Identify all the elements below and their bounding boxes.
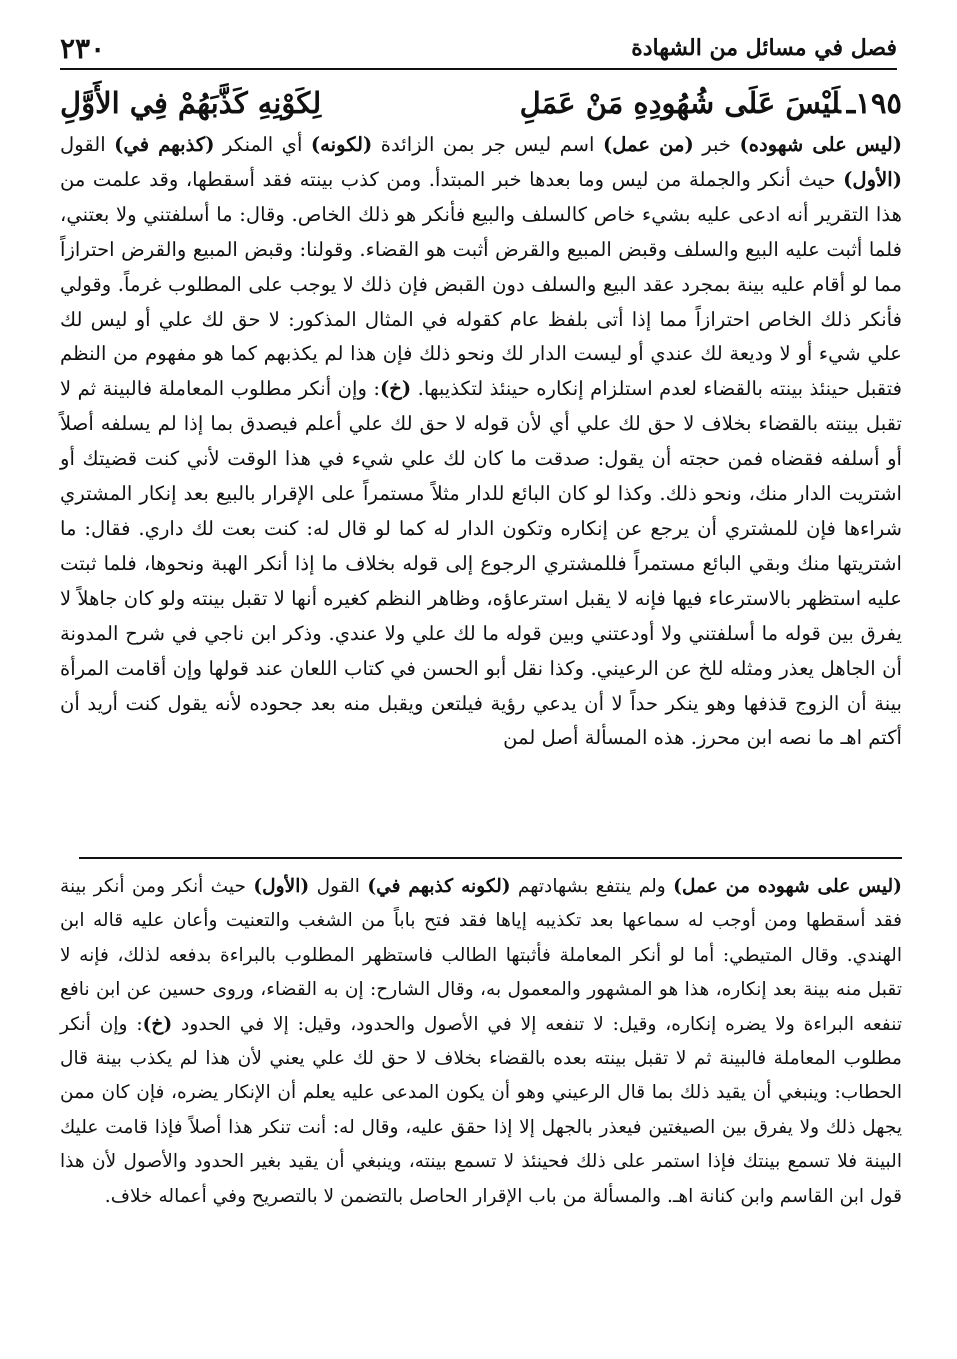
commentary-text: : وإن أنكر مطلوب المعاملة فالبينة ثم لا تقبل بينته بالقضاء بخلاف لا حق لك علي أي لأن قوله لا حق لك علي أعلم فيصدق بما إذا لم يسلفه أصلاً أو أسلفه فقضاه فمن حجته أن يقول: صدقت ما كان لك علي شيء في هذا الوقت لأني كنت قضيتك أو اشتريت الدار منك، ونحو ذلك. وكذا لو كان البائع للدار مثلاً مستمراً على الإقرار بالبيع بعد إنكار المشتري شراءها فإن للمشتري أن يرجع عن إنكاره وتكون الدار له كما لو قال له: كنت بعت لك داري. فقال: ما اشتريتها منك وبقي البائع مستمراً فللمشتري الرجوع إلى قوله بخلاف ما إذا أنكر الهبة ونحوها، فلما ثبتت عليه استظهر بالاسترعاء فيها فإنه لا يقبل استرعاؤه، وظاهر النظم كغيره أنها لا تقبل بينته ولو كان جاهلاً لا يفرق بين قوله ما أسلفتني ولا أودعتني وبين قوله ما لك علي ولا عندي. وذكر ابن ناجي في شرح المدونة أن الجاهل يعذر ومثله للخ عن الرعيني. وكذا نقل أبو الحسن في كتاب اللعان عند قولها وإن أقامت المرأة بينة أن الزوج قذفها وهو ينكر حداً لا أن يدعي رؤية فيلتعن ويقبل منه بعد جحوده لأنه يقول كنت أريد أن أكتم اهـ ما نصه ابن محرز. هذه المسألة أصل لمن	[60, 377, 902, 750]
commentary-text: أي المنكر	[214, 133, 311, 156]
lemma: (من عمل)	[602, 133, 694, 156]
commentary-text: القول	[60, 133, 115, 156]
footnote-divider	[79, 857, 902, 859]
verse-second-half: لِكَوْنِهِ كَذَّبَهُمْ فِي الأَوَّلِ	[60, 86, 322, 120]
verse-number: ١٩٥ـ	[846, 86, 902, 120]
commentary-text: خبر	[693, 133, 740, 156]
footnote-text: حيث أنكر ومن أنكر بينة فقد أسقطها ومن أوجب له سماعها بعد تكذيبه إياها فقد فتح باباً من الشغب والتعنيت وأعان عليه قاله ابن الهندي. وقال المتيطي: أما لو أنكر المعاملة فأثبتها الطالب فاستظهر المطلوب بالبراءة بدفعه لذلك، فإنه لا تقبل منه بينة بعد إنكاره، هذا هو المشهور والمعمول به، وقال الشارح: إن به القضاء، وروى حسين عن ابن نافع تنفعه البراءة ولا يضره إنكاره، وقيل: لا تنفعه إلا في الأصول والحدود، وقيل: إلا في الحدود	[60, 876, 902, 1035]
running-head: فصل في مسائل من الشهادة	[631, 35, 897, 61]
footnote-text: : وإن أنكر مطلوب المعاملة فالبينة ثم لا تقبل بينته بعده بالقضاء بخلاف لا حق لك علي يعني لأن هذا لم يكذب بينة قال الحطاب: وينبغي أن يقيد ذلك بما قال الرعيني وهو أن يكون المدعى عليه يعلم أن الإنكار يضره، فإن كان ممن يجهل ذلك ولا يفرق بين الصيغتين فيعذر بالجهل إلا إذا حقق عليه، وقال له: أنت تنكر هذا أصلاً فإذا قامت عليك البينة فلا تسمع بينتك فإذا استمر على ذلك فحينئذ لا تسمع بينته، وينبغي أن يقيد بغير الحدود والأصول لأن هذا قول ابن القاسم وابن كنانة اهـ. والمسألة من باب الإقرار الحاصل بالتضمن لا بالتصريح وفي أعماله خلاف.	[60, 1013, 902, 1207]
footnote-text: ولم ينتفع بشهادتهم	[510, 876, 674, 897]
lemma: (ليس على شهوده)	[739, 133, 903, 156]
footnote-text: القول	[309, 876, 368, 897]
lemma: (ليس على شهوده من عمل)	[673, 876, 902, 897]
commentary-body	[60, 128, 902, 756]
lemma: (كذبهم في)	[114, 133, 215, 156]
footnote-paragraph	[60, 870, 902, 1214]
lemma: (الأول)	[253, 876, 310, 897]
verse-first-half-text: لَيْسَ عَلَى شُهُودِهِ مَنْ عَمَلِ	[519, 86, 841, 120]
page-number: ٢٣٠	[60, 31, 106, 65]
lemma: (الأول)	[843, 167, 902, 191]
source-marker: (خ)	[142, 1013, 173, 1035]
verse-line	[60, 86, 902, 120]
source-marker: (خ)	[379, 377, 412, 401]
lemma: (لكونه كذبهم في)	[367, 876, 511, 897]
lemma: (لكونه)	[310, 133, 373, 156]
commentary-text: اسم ليس جر بمن الزائدة	[372, 133, 603, 156]
page-header	[60, 28, 897, 70]
commentary-text: حيث أنكر والجملة من ليس وما بعدها خبر المبتدأ. ومن كذب بينته فقد أسقطها، وقد علمت من هذا التقرير أنه ادعى عليه بشيء خاص كالسلف والبيع فأنكر هو ذلك الخاص. وقال: ما أسلفتني ولا بعتني، فلما أثبت عليه البيع والسلف وقبض المبيع والقرض أثبت هو القضاء. وقولنا: وقبض المبيع والقرض احترازاً مما لو أقام عليه بينة بمجرد عقد البيع والسلف دون القبض فإن ذلك لا يوجب على المطلوب غرماً. وقولي فأنكر ذلك الخاص احترازاً مما إذا أتى بلفظ عام كقوله في المثال المذكور: لا حق لك علي أو ليس لك علي شيء أو لا وديعة لك عندي أو ليست الدار لك ونحو ذلك فإن هذا لم يكذبهم كما هو مفهوم من النظم فتقبل حينئذ بينته بالقضاء لعدم استلزام إنكاره حينئذ لتكذيبها.	[60, 167, 902, 401]
commentary-paragraph	[60, 128, 902, 756]
footnote-body	[60, 870, 902, 1214]
verse-first-half	[520, 86, 902, 120]
